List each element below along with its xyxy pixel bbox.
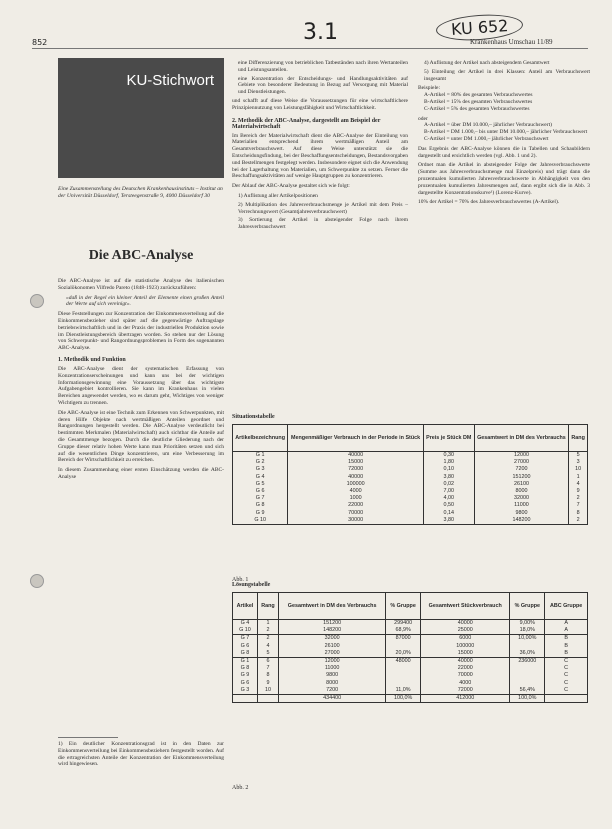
table-cell: 100,0% [510,694,545,702]
table-row [233,474,588,481]
step-item: 2) Multiplikation des Jahresverbrauchsmenge je Artikel mit dem Preis – Verrechnungswert (Gesamtjahresverbrauchswert) [238,201,408,215]
table-cell: 299400 [386,620,421,628]
paragraph: oder [418,115,428,122]
table-cell: G 1 [255,452,265,459]
table-cell: 9800 [474,510,569,517]
table-row [233,635,588,643]
table-label: Lösungstabelle [232,582,271,588]
step-item: 4) Auflistung der Artikel nach absteigendem Gesamtwert [424,60,550,66]
column-1 [58,278,224,481]
table-cell: G 10 [254,516,266,523]
table-row [233,488,588,495]
table-cell: 40000 [288,452,424,460]
table-cell: 3 [569,459,588,466]
section-heading: 1. Methodik und Funktion [58,356,126,363]
footnote: 1) Ein deutlicher Konzentrationsgrad ist in den Daten zur Einkommensverteilung bei Einkommensbeziehern festgestellt worden. Auf die ertragreichsten Anteile der Konzentration der Einkommensverteilung wird hingewiesen. [58,741,224,768]
table-cell: 56,4% [510,687,545,695]
table-cell: 10,00% [510,635,545,643]
table-row [233,459,588,466]
step-item: 1) Auflistung aller Artikelpositionen [238,192,318,199]
example-item: B-Artikel = 15% des gesamten Verbrauchswertes [424,98,533,105]
table-cell: G 6 [255,488,265,495]
column-header: Rang [257,593,278,620]
table-row [233,495,588,502]
column-header: % Gruppe [386,593,421,620]
punch-hole-bottom [30,574,44,588]
table-cell: 8000 [279,680,386,687]
example-item: A-Artikel = 80% des gesamten Verbrauchswertes [424,92,533,99]
table-cell: G 8 [255,502,265,509]
paragraph: Ordnet man die Artikel in absteigender Folge der Jahresverbrauchswerte (Summe aus Jahresverbrauchsmenge mal Einzelpreis) und trägt dann die prozentualen kumulierten Jahresverbrauchswerte in Abhängigkeit von den prozentualen kumulierten Jahresmengen auf, dann ergibt sich die in Abb. 3 dargestellte Konzentrationskurve¹) (Lorenz-Kurve). [418,162,590,196]
table-cell: 15000 [288,459,424,466]
table-cell: 4 [569,481,588,488]
table-cell: C [545,680,588,687]
table-cell: 2 [257,635,278,643]
table-cell: 11000 [474,502,569,509]
table-cell [510,680,545,687]
table-cell: G 5 [255,480,265,487]
table-cell [545,694,588,702]
table-sum-row [233,694,588,702]
table-row [233,517,588,525]
table-cell: G 2 [255,459,265,466]
step-item: 5) Einteilung der Artikel in drei Klassen: Anteil am Verbrauchswert insgesamt [424,68,590,82]
paragraph: 10% der Artikel = 70% des Jahresverbrauchswertes (A-Artikel). [418,199,560,206]
table-cell: 0,30 [423,452,474,460]
solution-table [232,592,588,703]
table-cell: G 3 [255,466,265,473]
table-row [233,687,588,695]
table-row [233,665,588,672]
column-header: ABC Gruppe [545,593,588,620]
column-header: Artikelbezeichnung [233,425,288,452]
table-cell: 4000 [288,488,424,495]
table-cell: 70000 [288,510,424,517]
section-heading: 2. Methodik der ABC-Analyse, dargestellt am Beispiel der Materialwirtschaft [232,117,381,130]
handwritten-code: KU 652 [435,12,524,43]
table-cell: 25000 [421,627,510,635]
table-cell: 4,00 [423,495,474,502]
column-header: Preis je Stück DM [423,425,474,452]
figure-caption: Abb. 1 [232,577,249,583]
table-cell: G 7 [233,635,258,643]
quote: »daß in der Regel ein kleiner Anteil der Elemente einen großen Anteil der Werte auf sich vereinigt«. [66,294,224,308]
table-row [233,502,588,509]
handwritten-number: 3.1 [303,20,338,45]
table-cell: G 1 [233,657,258,665]
table-cell: 68,9% [386,627,421,635]
column-header: Mengenmäßiger Verbrauch in der Periode in Stück [288,425,424,452]
situation-table [232,424,588,525]
table-cell [510,665,545,672]
table-cell: 10 [257,687,278,695]
ku-stichwort-box: KU-Stichwort [58,58,224,178]
table-cell: 8000 [474,488,569,495]
column-header: % Gruppe [510,593,545,620]
table-cell: 32000 [279,635,386,643]
table-cell: 2 [569,517,588,525]
table-cell: 27000 [474,459,569,466]
table-cell: G 3 [240,686,250,693]
table-cell: 20,0% [386,650,421,658]
table-row [233,650,588,658]
table-cell: 100,0% [386,694,421,702]
table-cell: 40000 [421,620,510,628]
table-cell: 7 [257,665,278,672]
table-cell: 26100 [474,481,569,488]
column-header: Gesamtwert in DM des Verbrauchs [279,593,386,620]
footnote-rule [58,737,118,738]
table-cell: 12000 [474,452,569,460]
table-cell: 9 [569,488,588,495]
step-item: 3) Sortierung der Artikel in absteigender Folge nach ihrem Jahresverbrauchswert [238,217,408,231]
table-row [233,452,588,460]
example-item: A-Artikel = über DM 10.000,– jährlicher Verbrauchswert) [424,122,552,129]
table-cell: 6 [257,657,278,665]
table-row [233,643,588,650]
table-cell [233,694,258,702]
table-cell: 2 [569,495,588,502]
table-cell: 2 [257,627,278,635]
table-cell: 148200 [279,627,386,635]
table-cell: G 9 [240,672,250,679]
paragraph: Diese Feststellungen zur Konzentration der Einkommensverteilung auf die Einkommensbezieher sind später auf die gegenwärtige Auftragslage betriebswirtschaftlich und in der Praxis der industriellen Produktion sowie im Dienstleistungsbereich übertragen worden. So stehen nur der Lösung von Schwerpunkt- und Rangordnungsproblemen in Form des sogenannten ABC-Analyse. [58,311,224,352]
table-cell: G 4 [240,620,250,627]
table-row [233,481,588,488]
table-cell: 1,80 [423,459,474,466]
table-cell: 100000 [421,643,510,650]
paragraph: Die ABC-Analyse ist eine Technik zum Erkennen von Schwerpunkten, mit deren Hilfe Objekte nach wertmäßigen Anteilen geordnet und Rangordnungen hergestellt werden. Die ABC-Analyse verdeutlicht bei bestimmten Merkmalen (Materialwirtschaft) auch sichtbar die Anteile auf die Gesamtmenge bezogen. Durch die deutliche Gliederung nach der Gruppe dieser relativ hohen Werte kann man Prioritäten setzen und sich auf die wesentlichen Dinge konzentrieren, um eine Verbesserung im Bereich der Wirtschaftlichkeit zu erreichen. [58,409,224,464]
table-row [233,627,588,635]
paragraph: Im Bereich der Materialwirtschaft dient die ABC-Analyse der Einteilung von Materialien entsprechend ihrem wertmäßigen Anteil am Gesamtverbrauchswert. Auf diese Weise unterstützt sie die Entscheidungsfindung, bei der Beschaffungsentscheidungen, Bestandsvorgaben und Bestellmengen festgelegt werden. Insbesondere eignet sich die Anwendung bei der Lagerhaltung von Materialien, um Schwerpunkte zu setzen. Ferner die Beschaffungsaktivitäten auf wenige Hauptgruppen zu konzentrieren. [232,132,408,180]
table-cell: 151200 [279,620,386,628]
paragraph: Das Ergebnis der ABC-Analyse können die in Tabellen und Schaubildern dargestellt und ersichtlich werden (vgl. Abb. 1 und 2). [418,145,590,159]
table-cell [386,643,421,650]
table-cell: 7200 [279,687,386,695]
table-cell: 26100 [279,643,386,650]
table-cell: 5 [257,650,278,658]
table-cell: 148200 [474,517,569,525]
table-cell: 30000 [288,517,424,525]
table-cell: 9 [257,680,278,687]
table-cell: 12000 [279,657,386,665]
table-cell: 412000 [421,694,510,702]
paragraph: In diesem Zusammenhang einer ersten Einschätzung werden die ABC-Analyse [58,467,224,480]
table-cell: 18,0% [510,627,545,635]
table-cell: 32000 [474,495,569,502]
intro-note: Eine Zusammenstellung des Deutschen Krankenhausinstituts – Institut an der Universität Düsseldorf, Tersteegenstraße 9, 4000 Düsseldorf 30 [58,186,223,199]
table-cell: C [545,687,588,695]
table-cell: G 8 [240,665,250,672]
table-row [233,510,588,517]
table-cell: 0,50 [423,502,474,509]
table-cell: 40000 [421,657,510,665]
table-row [233,657,588,665]
table-cell: 151200 [474,474,569,481]
table-cell: 7,00 [423,488,474,495]
table-cell: 87000 [386,635,421,643]
table-cell: 36,0% [510,650,545,658]
table-cell: 11,0% [386,687,421,695]
table-cell: 8 [257,672,278,679]
table-cell: 72000 [288,466,424,473]
table-cell: B [545,650,588,658]
table-label: Situationstabelle [232,414,275,420]
table-cell: C [545,672,588,679]
table-cell: 5 [569,452,588,460]
table-cell: 3,80 [423,474,474,481]
table-cell: B [545,635,588,643]
table-cell: 0,14 [423,510,474,517]
punch-hole-top [30,294,44,308]
table-cell [510,672,545,679]
table-cell: 22000 [288,502,424,509]
table-row [233,466,588,473]
column-header: Gesamtwert Stückverbrauch [421,593,510,620]
table-cell: 3,80 [423,517,474,525]
table-cell: 72000 [421,687,510,695]
table-cell: 15000 [421,650,510,658]
table-cell: C [545,665,588,672]
column-header: Rang [569,425,588,452]
table-cell: 7 [569,502,588,509]
table-cell: 9,00% [510,620,545,628]
table-cell: 0,10 [423,466,474,473]
paragraph: und schafft auf diese Weise die Voraussetzungen für eine wirtschaftlichere Prinzipiennutzung von Leistungsfähigkeit und Wirtschaftlichkeit. [232,97,408,111]
column-2 [232,60,408,231]
table-cell: 0,02 [423,481,474,488]
table-cell: 1 [257,620,278,628]
page-number: 852 [32,38,48,47]
table-cell [386,672,421,679]
paragraph: Die ABC-Analyse dient der systematischen Erfassung von Konzentrationserscheinungen und kann uns bei der wichtigen Informationsgewinnung eine Voraussetzung über das wichtigste Aufgabengebiet kontrollieren. Sie kann im Krankenhaus in vielen Bereichen angewendet werden, wo es darum geht, Wichtiges von weniger Wichtigem zu trennen. [58,365,224,406]
example-item: C-Artikel = unter DM 1.000,– jährlicher Verbrauchswert [424,135,549,142]
table-cell: 236000 [510,657,545,665]
table-cell [257,694,278,702]
table-cell: 22000 [421,665,510,672]
table-cell: 48000 [386,657,421,665]
table-cell: 1 [569,474,588,481]
table-cell: G 10 [239,627,251,634]
column-header: Artikel [233,593,258,620]
table-cell [386,680,421,687]
paragraph: eine Konzentration der Entscheidungs- und Handlungsaktivitäten auf Gebiete von besonderer Bedeutung in Bezug auf Versorgung mit Material und Dienstleistungen. [238,75,408,96]
table-cell: B [545,643,588,650]
paragraph: eine Differenzierung von betrieblichen Tatbeständen nach ihren Wertanteilen und Leistungsanteilen. [238,60,408,73]
paragraph: Beispiele: [418,85,440,92]
table-cell: 8 [569,510,588,517]
journal-title: Krankenhaus Umschau 11/89 [470,38,553,46]
paragraph: Die ABC-Analyse ist auf die statistische Analyse des italienischen Sozialökonomen Vilfredo Pareto (1848-1923) zurückzuführen: [58,278,224,291]
figure-caption: Abb. 2 [232,785,249,791]
table-cell [510,643,545,650]
table-cell: 27000 [279,650,386,658]
table-cell: 40000 [288,474,424,481]
table-cell: 434400 [279,694,386,702]
column-header: Gesamtwert in DM des Verbrauchs [474,425,569,452]
paragraph: Der Ablauf der ABC-Analyse gestaltet sich wie folgt: [232,183,350,190]
table-row [233,620,588,628]
table-cell: G 8 [240,649,250,656]
table-cell: G 6 [240,679,250,686]
table-cell: C [545,657,588,665]
table-cell: 70000 [421,672,510,679]
table-cell: 1000 [288,495,424,502]
article-title: Die ABC-Analyse [88,248,194,263]
header-rule [32,48,588,49]
table-cell: 11000 [279,665,386,672]
table-cell: G 4 [255,473,265,480]
table-cell: 7200 [474,466,569,473]
column-3 [418,60,590,206]
table-cell: 10 [569,466,588,473]
table-cell: A [545,627,588,635]
table-cell: 6000 [421,635,510,643]
table-cell [386,665,421,672]
table-cell: 4 [257,643,278,650]
example-item: B-Artikel = DM 1.000,– bis unter DM 10.000,– jährlicher Verbrauchswert [424,129,588,136]
table-cell: G 6 [240,642,250,649]
table-cell: G 7 [255,495,265,502]
table-cell: 9800 [279,672,386,679]
table-cell: G 9 [255,509,265,516]
table-cell: 100000 [288,481,424,488]
example-item: C-Artikel = 5% des gesamten Verbrauchswertes [424,105,530,112]
table-row [233,672,588,679]
table-cell: 4000 [421,680,510,687]
table-row [233,680,588,687]
table-cell: A [545,620,588,628]
